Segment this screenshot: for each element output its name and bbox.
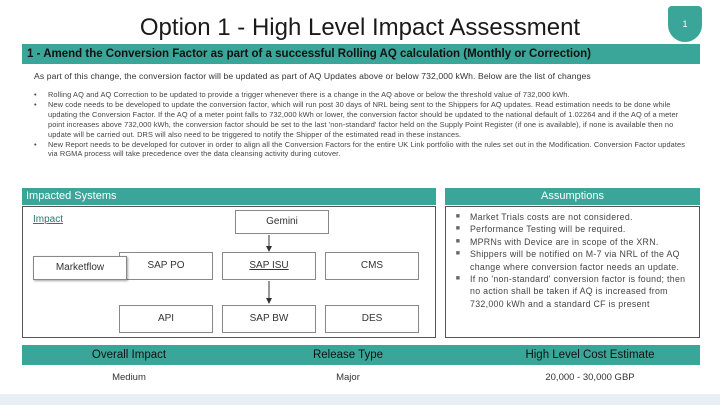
system-cms: CMS: [325, 252, 419, 280]
system-des: DES: [325, 305, 419, 333]
system-sap-bw: SAP BW: [222, 305, 316, 333]
section-header: 1 - Amend the Conversion Factor as part of a successful Rolling AQ calculation (Monthly or Correction): [22, 44, 700, 64]
summary-header-bar: [22, 345, 700, 365]
system-marketflow: Marketflow: [33, 256, 127, 280]
change-item: • New Report needs to be developed for cutover in order to align all the Conversion Factors for the entire UK Link portfolio with the rules set out in the Modification. Conversion Factor updates via RGMA process will take precedence over the data cleansing activity during cutover.: [34, 140, 696, 160]
change-list: [34, 90, 696, 159]
assumptions-panel: [445, 206, 700, 338]
assumptions-header: Assumptions: [445, 188, 700, 205]
assumption-text: Performance Testing will be required.: [470, 224, 626, 235]
system-sap-po: SAP PO: [119, 252, 213, 280]
overall-impact-value: Medium: [112, 372, 146, 383]
change-item: • New code needs to be developed to update the conversion factor, which will run post 30 days of NRL being sent to the Shippers for AQ updates. Read estimation needs to be done while updating the Conversion Factor. If the AQ of a meter point falls to 732,000 kWh or lower, the conversion factor should be updated to the national default of 1.02264 and if the AQ of a meter point increases above 732,000 kWh, the conversion factor should be set to the last 'non-standard' factor held on the Supply Point Register (if one is available), if none is available then no update will be carried out. DRS will also need to be triggered to notify the Shipper of the estimated read in these instances.: [34, 100, 696, 140]
assumption-item: [446, 273, 699, 310]
bullet-icon: ■: [455, 275, 461, 283]
system-sap-isu[interactable]: SAP ISU: [222, 252, 316, 280]
bullet-icon: ■: [455, 225, 461, 233]
change-item: • Rolling AQ and AQ Correction to be updated to provide a trigger whenever there is a change in the AQ above or below the threshold value of 732,000 kWh.: [34, 90, 696, 100]
bullet-icon: ■: [455, 213, 461, 220]
cost-estimate-label: High Level Cost Estimate: [525, 349, 655, 361]
system-gemini: Gemini: [235, 210, 329, 234]
assumption-item: [446, 248, 699, 273]
release-type-value: Major: [336, 372, 360, 383]
assumptions-list: [446, 211, 699, 310]
release-type-label: Release Type: [312, 349, 384, 361]
system-api: API: [119, 305, 213, 333]
slide-title: Option 1 - High Level Impact Assessment: [139, 14, 581, 41]
bullet-icon: ■: [455, 237, 461, 245]
assumption-text: Market Trials costs are not considered.: [470, 212, 633, 222]
assumption-text: If no 'non-standard' conversion factor is found; then no action shall be taken if AQ is increased from 732,000 kWh and a standard CF is present: [470, 274, 686, 309]
cost-estimate-value: 20,000 - 30,000 GBP: [545, 372, 635, 383]
assumption-item: [446, 211, 699, 223]
assumption-text: MPRNs with Device are in scope of the XRN.: [470, 236, 659, 247]
assumption-text: Shippers will be notified on M-7 via NRL of the AQ change where conversion factor needs an update.: [470, 249, 680, 272]
intro-text: As part of this change, the conversion factor will be updated as part of AQ Updates above or below 732,000 kWh. Below are the list of changes: [34, 71, 591, 81]
assumption-item: [446, 236, 699, 248]
page-number-badge: 1: [668, 6, 702, 42]
bullet-icon: ■: [455, 250, 461, 258]
assumption-item: [446, 223, 699, 235]
impacted-systems-header: Impacted Systems: [22, 188, 436, 205]
footer-strip: [0, 394, 720, 405]
overall-impact-label: Overall Impact: [91, 349, 167, 361]
impacted-systems-panel: [22, 206, 436, 338]
impact-link[interactable]: Impact: [33, 214, 64, 225]
